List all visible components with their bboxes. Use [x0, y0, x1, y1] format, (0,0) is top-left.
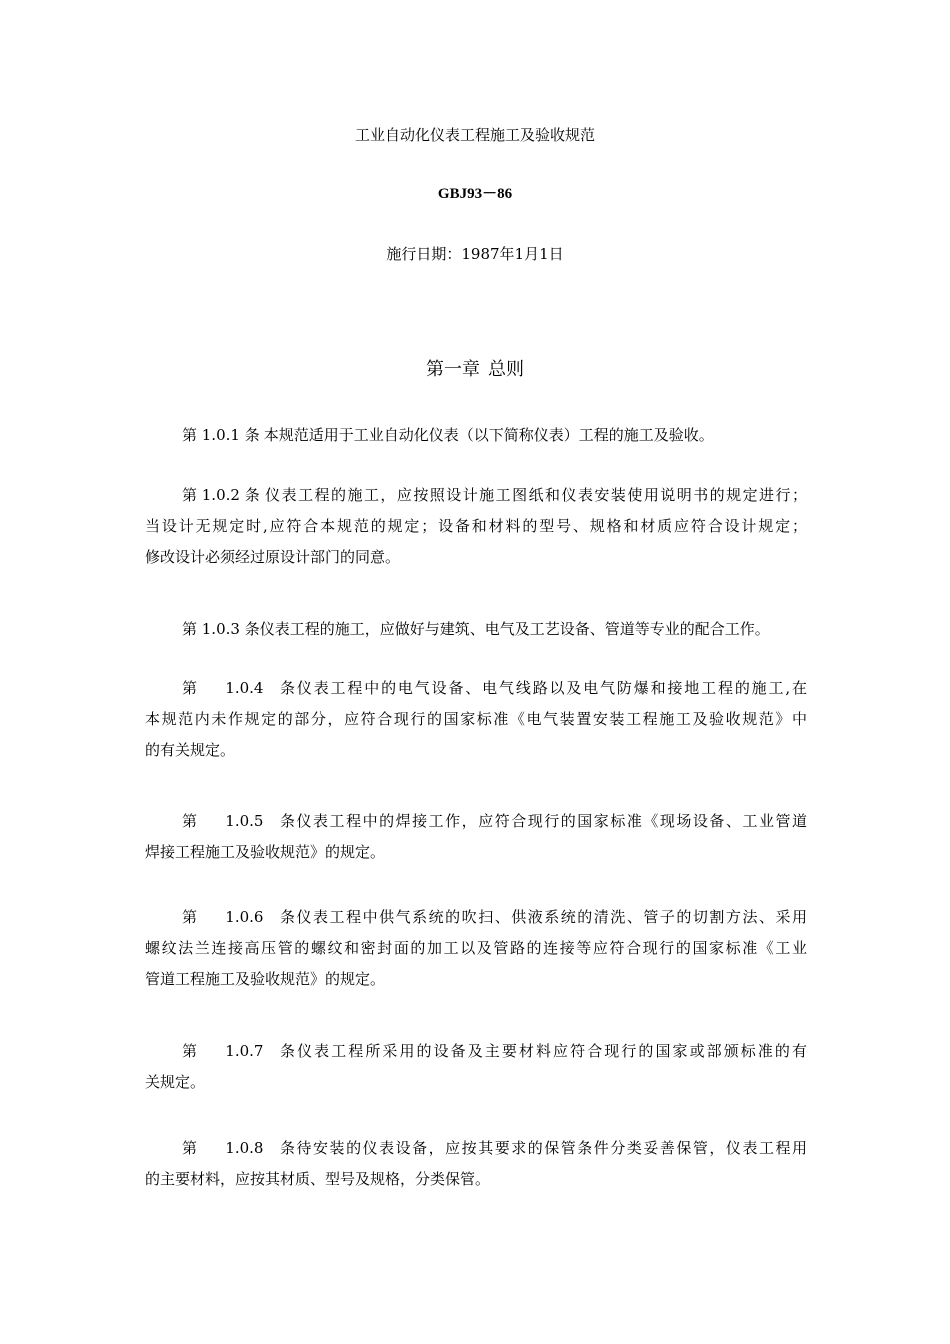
article-line: 修改设计必须经过原设计部门的同意。 — [145, 548, 401, 566]
article-line: 焊接工程施工及验收规范》的规定。 — [145, 843, 386, 861]
article-number: 第 1.0.3 条 — [182, 620, 260, 638]
article-line: 的主要材料，应按其材质、型号及规格，分类保管。 — [145, 1170, 491, 1188]
standard-code: GBJ93－86 — [437, 186, 513, 202]
article-line — [145, 1036, 807, 1067]
article-line: 关规定。 — [145, 1073, 206, 1091]
chapter-number: 第一章 — [426, 359, 480, 380]
article-line — [145, 480, 807, 511]
effective-date: 施行日期：1987年1月1日 — [386, 245, 564, 263]
article-number: 第 1.0.5 条 — [182, 812, 295, 830]
article-1-0-3 — [145, 614, 807, 645]
article-text: 仪表工程所采用的设备及主要材料应符合现行的国家或部颁标准的有 — [295, 1042, 807, 1060]
article-line: 管道工程施工及验收规范》的规定。 — [145, 970, 386, 988]
article-line: 本规范内未作规定的部分，应符合现行的国家标准《电气装置安装工程施工及验收规范》中 — [145, 710, 807, 728]
article-1-0-6 — [145, 902, 807, 995]
article-1-0-8 — [145, 1133, 807, 1195]
article-text: 待安装的仪表设备，应按其要求的保管条件分类妥善保管，仪表工程用 — [295, 1139, 807, 1157]
article-line: 的有关规定。 — [145, 741, 236, 759]
article-number: 第 1.0.2 条 — [182, 486, 260, 504]
article-line — [145, 420, 807, 451]
article-line — [145, 614, 807, 645]
article-line — [145, 806, 807, 837]
article-1-0-4 — [145, 673, 807, 766]
article-number: 第 1.0.4 条 — [182, 679, 295, 697]
article-number: 第 1.0.6 条 — [182, 908, 295, 926]
article-line: 螺纹法兰连接高压管的螺纹和密封面的加工以及管路的连接等应符合现行的国家标准《工业 — [145, 939, 807, 957]
article-number: 第 1.0.7 条 — [182, 1042, 295, 1060]
article-line — [145, 673, 807, 704]
document-title: 工业自动化仪表工程施工及验收规范 — [354, 126, 595, 144]
article-line — [145, 902, 807, 933]
article-line: 当设计无规定时,应符合本规范的规定；设备和材料的型号、规格和材质应符合设计规定； — [145, 517, 807, 535]
article-line — [145, 1133, 807, 1164]
article-text: 仪表工程中供气系统的吹扫、供液系统的清洗、管子的切割方法、采用 — [295, 908, 807, 926]
article-1-0-5 — [145, 806, 807, 868]
article-1-0-1 — [145, 420, 807, 451]
article-text: 本规范适用于工业自动化仪表（以下简称仪表）工程的施工及验收。 — [263, 426, 714, 444]
chapter-heading — [0, 357, 950, 383]
article-text: 仪表工程中的焊接工作，应符合现行的国家标准《现场设备、工业管道 — [295, 812, 807, 830]
chapter-name: 总则 — [488, 359, 524, 380]
article-text: 仪表工程中的电气设备、电气线路以及电气防爆和接地工程的施工,在 — [295, 679, 807, 697]
article-number: 第 1.0.8 条 — [182, 1139, 295, 1157]
article-number: 第 1.0.1 条 — [182, 426, 260, 444]
article-1-0-7 — [145, 1036, 807, 1098]
article-text: 仪表工程的施工，应做好与建筑、电气及工艺设备、管道等专业的配合工作。 — [259, 620, 770, 638]
article-1-0-2 — [145, 480, 807, 573]
article-text: 仪表工程的施工，应按照设计施工图纸和仪表安装使用说明书的规定进行； — [263, 486, 807, 504]
